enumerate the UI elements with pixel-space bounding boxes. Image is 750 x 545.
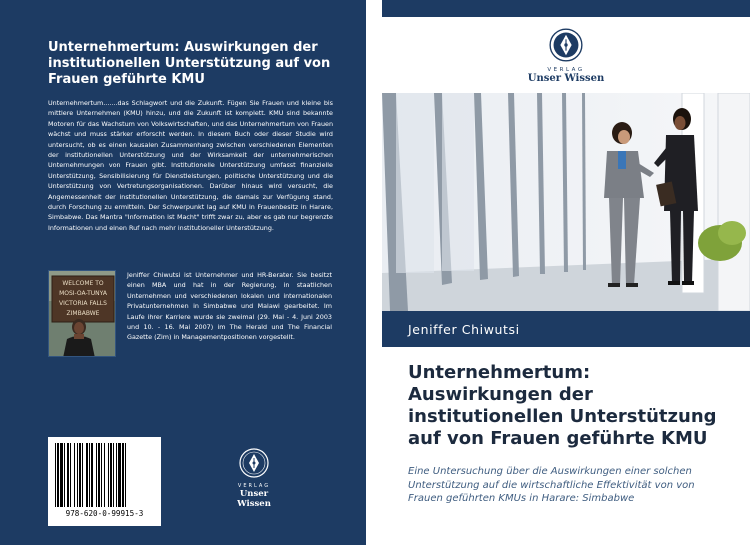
- barcode-bar: [67, 443, 69, 507]
- barcode-bar: [57, 443, 59, 507]
- barcode-bar: [60, 443, 63, 507]
- photo-sign-line: MOSI-OA-TUNYA: [59, 290, 107, 297]
- back-cover-title: Unternehmertum: Auswirkungen der institutionellen Unterstützung auf von Frauen geführte KMU: [48, 40, 331, 87]
- back-cover-blurb: Unternehmertum.......das Schlagwort und die Zukunft. Fügen Sie Frauen und kleine bis mittlere Unternehmen (KMU) hinzu, und die Zukunft ist komplett. KMU sind bekannte Motoren für das Wachstum von Volkswirtschaften, und das Unternehmertum von Frauen wächst und muss stärker erforscht werden. In diesem Buch oder dieser Studie wird untersucht, ob es einen kausalen Zusammenhang zwischen verschiedenen Elementen der institutionellen Unterstützung und der Wirksamkeit der unternehmerischen Unternehmungen von Frauen gibt. Institutionelle Unterstützung umfasst finanzielle Unterstützung, Sensibilisierung für Dienstleistungen, politische Unterstützung und die Unterstützung von Vertretungsorganisationen. Darüber hinaus wird versucht, die Angemessenheit der institutionellen Unterstützung, die damals zur Verfügung stand, durch Forschung zu ermitteln. Der Schwerpunkt lag auf KMU in Frauenbesitz in Harare, Simbabwe. Das Mantra "Information ist Macht" trifft zwar zu, aber es gab nur begrenzte Informationen und einen Ruf nach mehr institutioneller Unterstützung.: [48, 99, 333, 232]
- back-cover: [0, 0, 366, 545]
- publisher-tagline: VERLAG: [547, 67, 585, 73]
- barcode: [48, 437, 161, 526]
- barcode-bar: [64, 443, 65, 507]
- barcode-bar: [79, 443, 81, 507]
- photo-sign-line: WELCOME TO: [62, 280, 104, 287]
- pen-nib-emblem-icon: [549, 28, 583, 62]
- photo-sign-line: VICTORIA FALLS: [59, 300, 107, 307]
- author-band: [382, 311, 750, 347]
- barcode-bars: [54, 443, 155, 507]
- publisher-logo-front: [506, 28, 626, 84]
- barcode-bar: [86, 443, 88, 507]
- barcode-bar: [122, 443, 124, 507]
- front-top-band: [382, 0, 750, 17]
- barcode-bar: [91, 443, 93, 507]
- front-author-name: Jeniffer Chiwutsi: [408, 322, 520, 337]
- barcode-bar: [82, 443, 83, 507]
- barcode-bar: [74, 443, 75, 507]
- cover-photo: [382, 93, 750, 311]
- front-cover-subtitle: Eine Untersuchung über die Auswirkungen einer solchen Unterstützung auf die wirtschaftliche Effektivität von von Frauen geführten KMUs in Harare: Simbabwe: [408, 466, 695, 504]
- barcode-bar: [77, 443, 78, 507]
- barcode-bar: [108, 443, 109, 507]
- barcode-bar: [101, 443, 102, 507]
- barcode-bar: [110, 443, 112, 507]
- author-bio: Jeniffer Chiwutsi ist Unternehmer und HR-Berater. Sie besitzt einen MBA und hat in der Regierung, in staatlichen Unternehmen und verschiedenen lokalen und internationalen Privatunternehmen in Simbabwe und Malawi gearbeitet. Im Laufe ihrer Karriere wurde sie zweimal (29. Mai - 4. Juni 2003 und 10. - 16. Mai 2007) im The Herald und The Financial Gazette (Zim) in Managementpositionen vorgestellt.: [127, 271, 332, 342]
- barcode-bar: [70, 443, 71, 507]
- barcode-bar: [118, 443, 121, 507]
- barcode-bar: [125, 443, 126, 507]
- barcode-bar: [96, 443, 97, 507]
- barcode-bar: [98, 443, 100, 507]
- barcode-bar: [55, 443, 56, 507]
- photo-sign-line: ZIMBABWE: [66, 310, 100, 317]
- publisher-tagline: VERLAG: [237, 483, 271, 489]
- barcode-bar: [89, 443, 90, 507]
- barcode-bar: [116, 443, 117, 507]
- isbn-number: 978-620-0-99915-3: [65, 509, 144, 518]
- publisher-name: Unser Wissen: [527, 73, 605, 84]
- barcode-bar: [104, 443, 105, 507]
- author-photo: [48, 270, 116, 357]
- front-cover: [382, 0, 750, 545]
- barcode-bar: [113, 443, 114, 507]
- publisher-logo-back: [226, 448, 282, 509]
- front-cover-title: Unternehmertum: Auswirkungen der institutionellen Unterstützung auf von Frauen geführte KMU: [408, 362, 717, 449]
- publisher-name: Unser Wissen: [237, 489, 271, 509]
- pen-nib-emblem-icon: [239, 448, 269, 478]
